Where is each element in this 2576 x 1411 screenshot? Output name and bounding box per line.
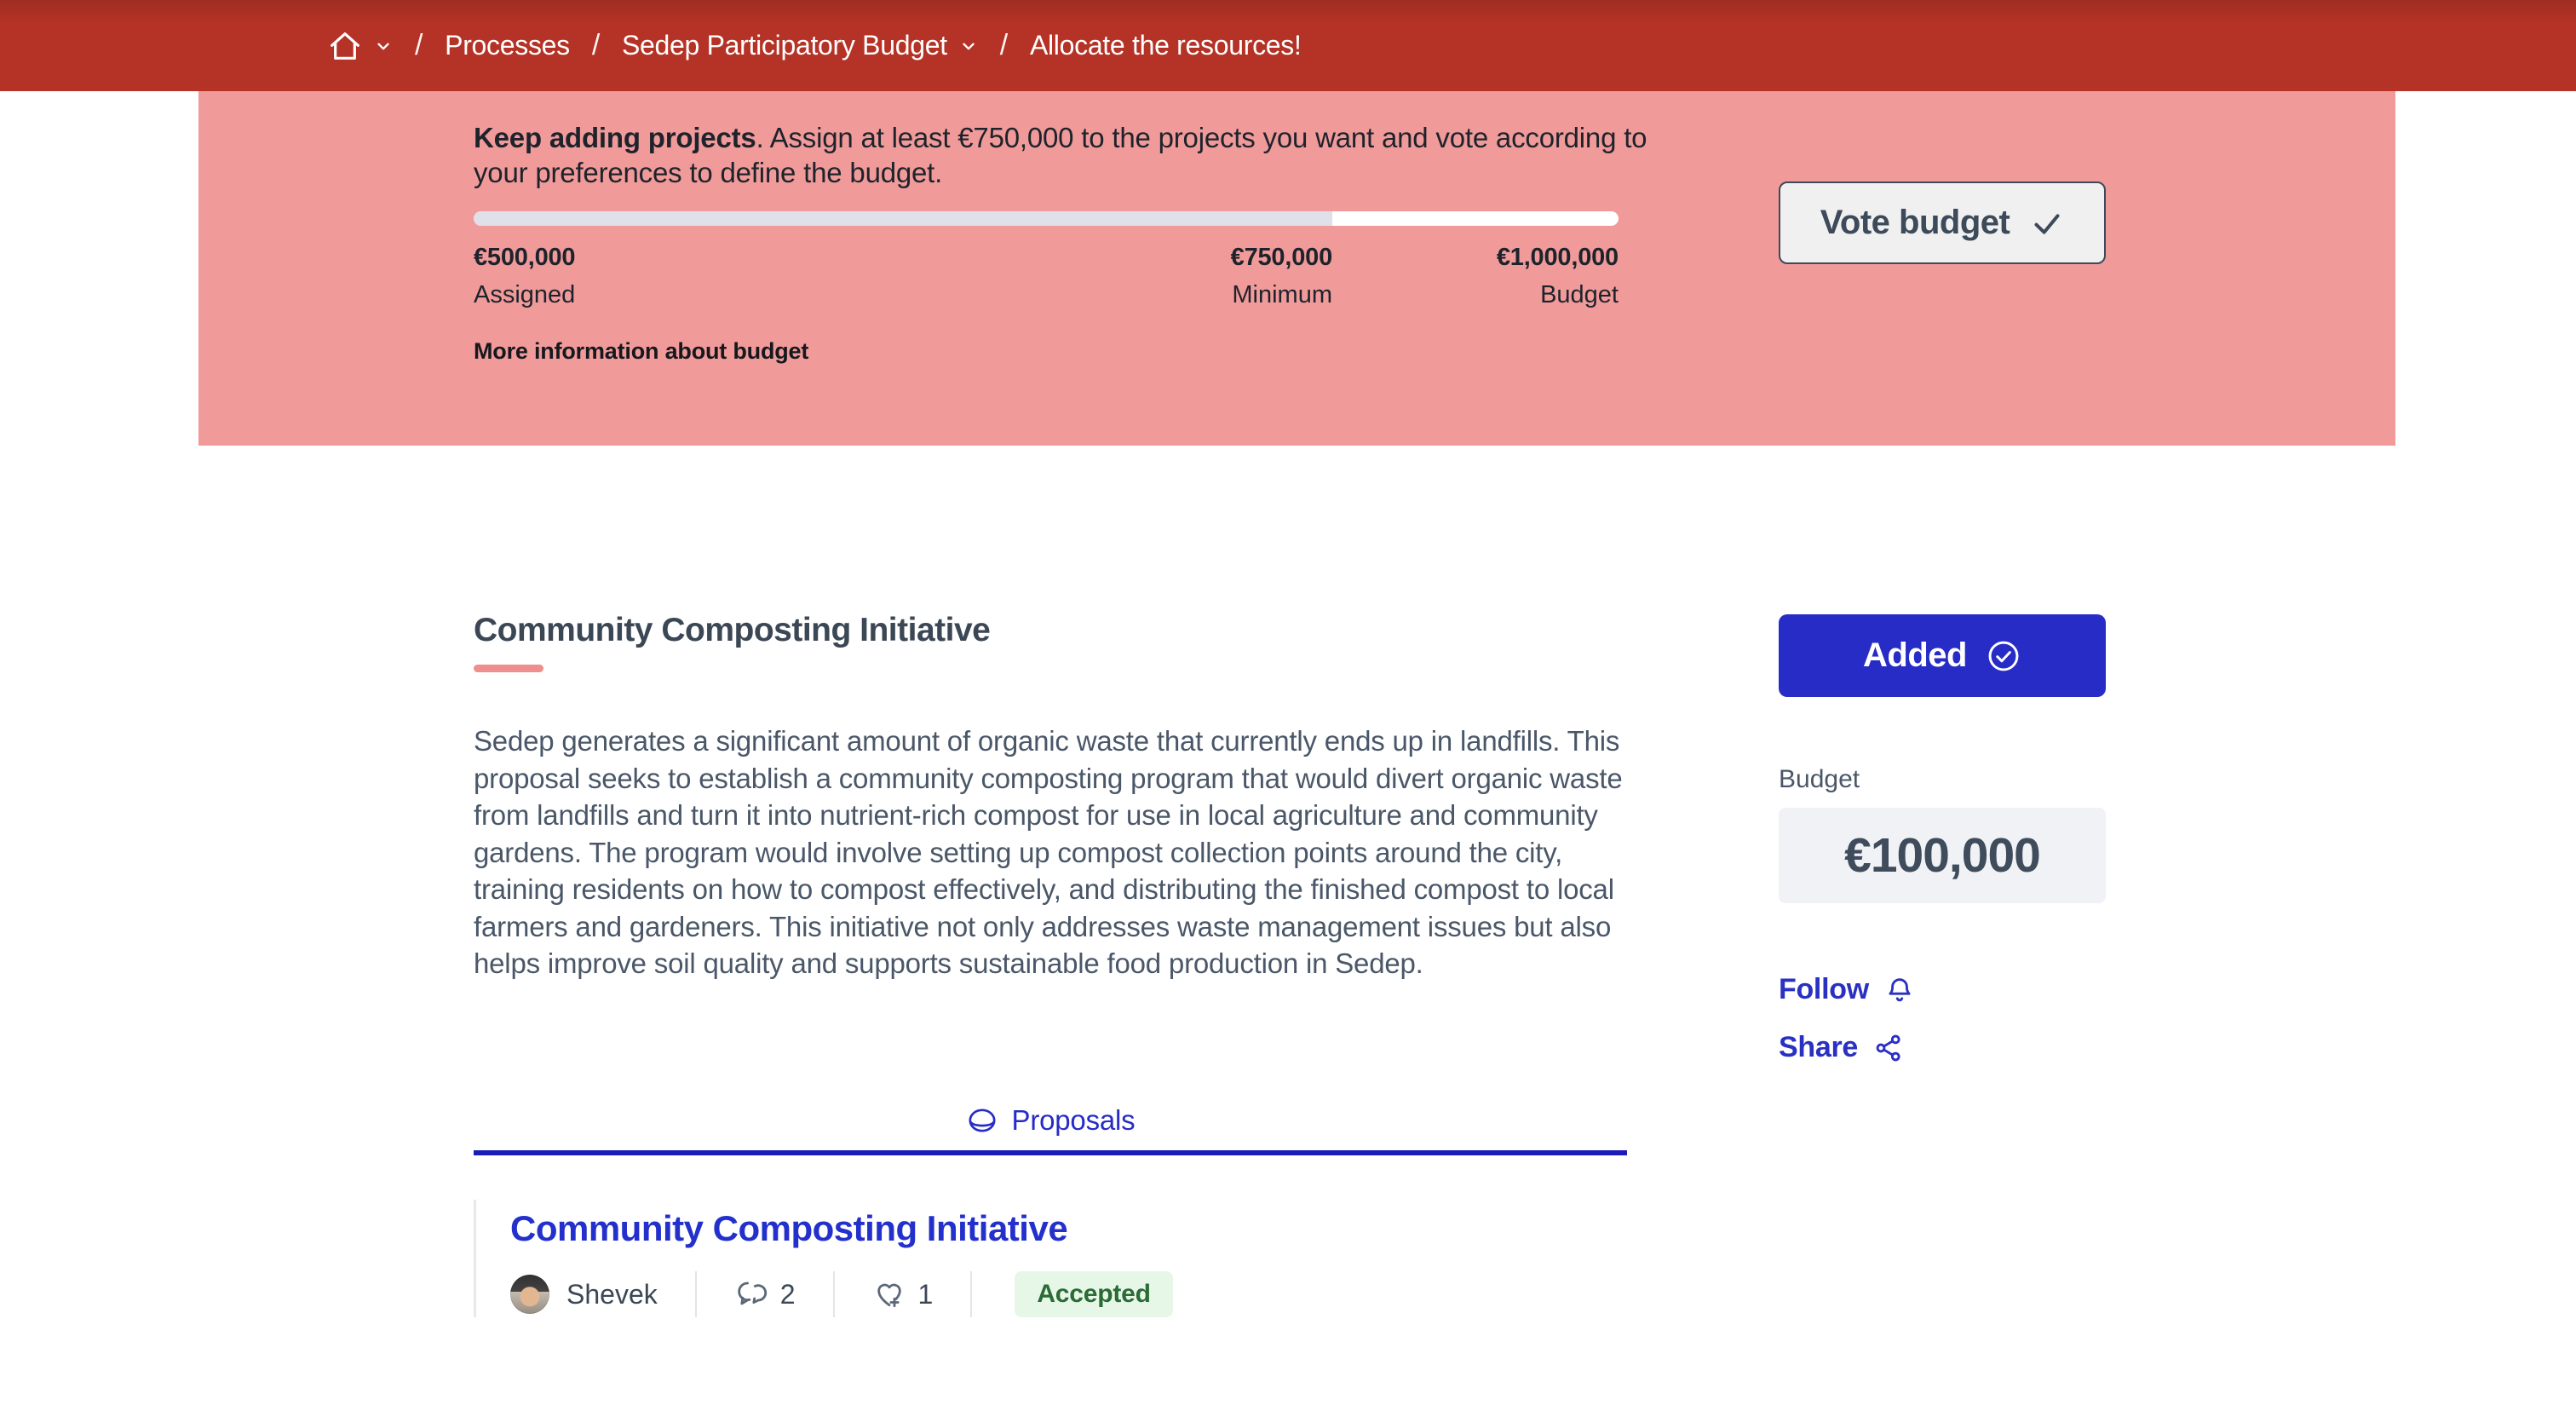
tab-active-indicator (474, 1150, 1627, 1155)
bell-icon (1884, 975, 1915, 1005)
home-link[interactable] (328, 29, 362, 63)
breadcrumb-separator: / (591, 29, 601, 61)
proposals-icon (966, 1106, 998, 1135)
vote-budget-label: Vote budget (1820, 204, 2010, 241)
home-dropdown-toggle[interactable] (374, 37, 393, 55)
resource-tabs (474, 1104, 1627, 1137)
breadcrumb-separator: / (999, 29, 1008, 61)
process-dropdown-toggle[interactable] (959, 37, 978, 55)
vote-budget-button[interactable] (1779, 181, 2106, 264)
endorsements-count: 1 (917, 1278, 934, 1310)
more-information-link[interactable]: More information about budget (474, 338, 809, 364)
share-label: Share (1779, 1031, 1858, 1063)
meta-divider (970, 1271, 972, 1317)
author-avatar[interactable] (510, 1275, 549, 1314)
total-amount: €1,000,000 (1496, 244, 1619, 271)
proposal-link[interactable]: Community Composting Initiative (510, 1208, 1068, 1248)
proposal-card (474, 1200, 1627, 1317)
project-title: Community Composting Initiative (474, 612, 991, 648)
budget-instructions-rest: . Assign at least €750,000 to the projects you want and vote according to your preferences to define the budget. (474, 122, 1647, 188)
minimum-label: Minimum (1232, 281, 1332, 308)
meta-divider (695, 1271, 697, 1317)
endorsements-icon (872, 1277, 906, 1311)
project-description: Sedep generates a significant amount of organic waste that currently ends up in landfills. This proposal seeks to establish a community composting program that would divert organic waste from landfills and turn it into nutrient-rich compost for use in local agriculture and community gardens. The program would involve setting up compost collection points around the city, training residents on how to compost effectively, and distributing the finished compost to local farmers and gardeners. This initiative not only addresses waste management issues but also helps improve soil quality and supports sustainable food production in Sedep. (474, 725, 1623, 979)
tab-proposals[interactable] (966, 1104, 1136, 1137)
proposal-meta (510, 1271, 1627, 1317)
meta-divider (833, 1271, 835, 1317)
comments-count: 2 (779, 1278, 796, 1310)
follow-label: Follow (1779, 973, 1869, 1005)
home-icon (328, 29, 362, 63)
added-button-label: Added (1863, 636, 1967, 674)
author-name[interactable]: Shevek (566, 1278, 658, 1310)
tab-proposals-label: Proposals (1011, 1104, 1136, 1136)
budget-summary-banner (198, 91, 2395, 446)
budget-progress-bar (474, 211, 1619, 226)
budget-amount-labels (474, 244, 1619, 337)
added-button[interactable] (1779, 614, 2106, 697)
breadcrumb-separator: / (415, 29, 423, 61)
title-accent-bar (474, 665, 543, 672)
budget-amount: €100,000 (1779, 808, 2106, 903)
breadcrumb (328, 0, 1302, 91)
budget-label: Budget (1779, 765, 1860, 793)
budget-instructions-bold: Keep adding projects (474, 122, 756, 153)
minimum-amount: €750,000 (1230, 244, 1332, 271)
status-badge: Accepted (1015, 1271, 1172, 1317)
assigned-amount: €500,000 (474, 244, 576, 271)
total-amount-block (474, 244, 1619, 309)
share-link[interactable] (1779, 1031, 1904, 1064)
breadcrumb-current[interactable]: Allocate the resources! (1029, 30, 1302, 60)
budget-progress-fill (474, 211, 1332, 226)
budget-instructions (474, 120, 1658, 190)
assigned-label: Assigned (474, 281, 576, 308)
share-icon (1873, 1033, 1904, 1063)
follow-link[interactable] (1779, 973, 1915, 1006)
breadcrumb-processes-link[interactable]: Processes (445, 30, 570, 60)
check-icon (2030, 206, 2064, 240)
chevron-down-icon (959, 37, 978, 55)
breadcrumb-process-link[interactable]: Sedep Participatory Budget (622, 30, 947, 60)
comments-icon (734, 1277, 768, 1311)
chevron-down-icon (374, 37, 393, 55)
circle-check-icon (1986, 638, 2021, 674)
total-label: Budget (1540, 281, 1619, 308)
top-navigation-bar (0, 0, 2576, 91)
